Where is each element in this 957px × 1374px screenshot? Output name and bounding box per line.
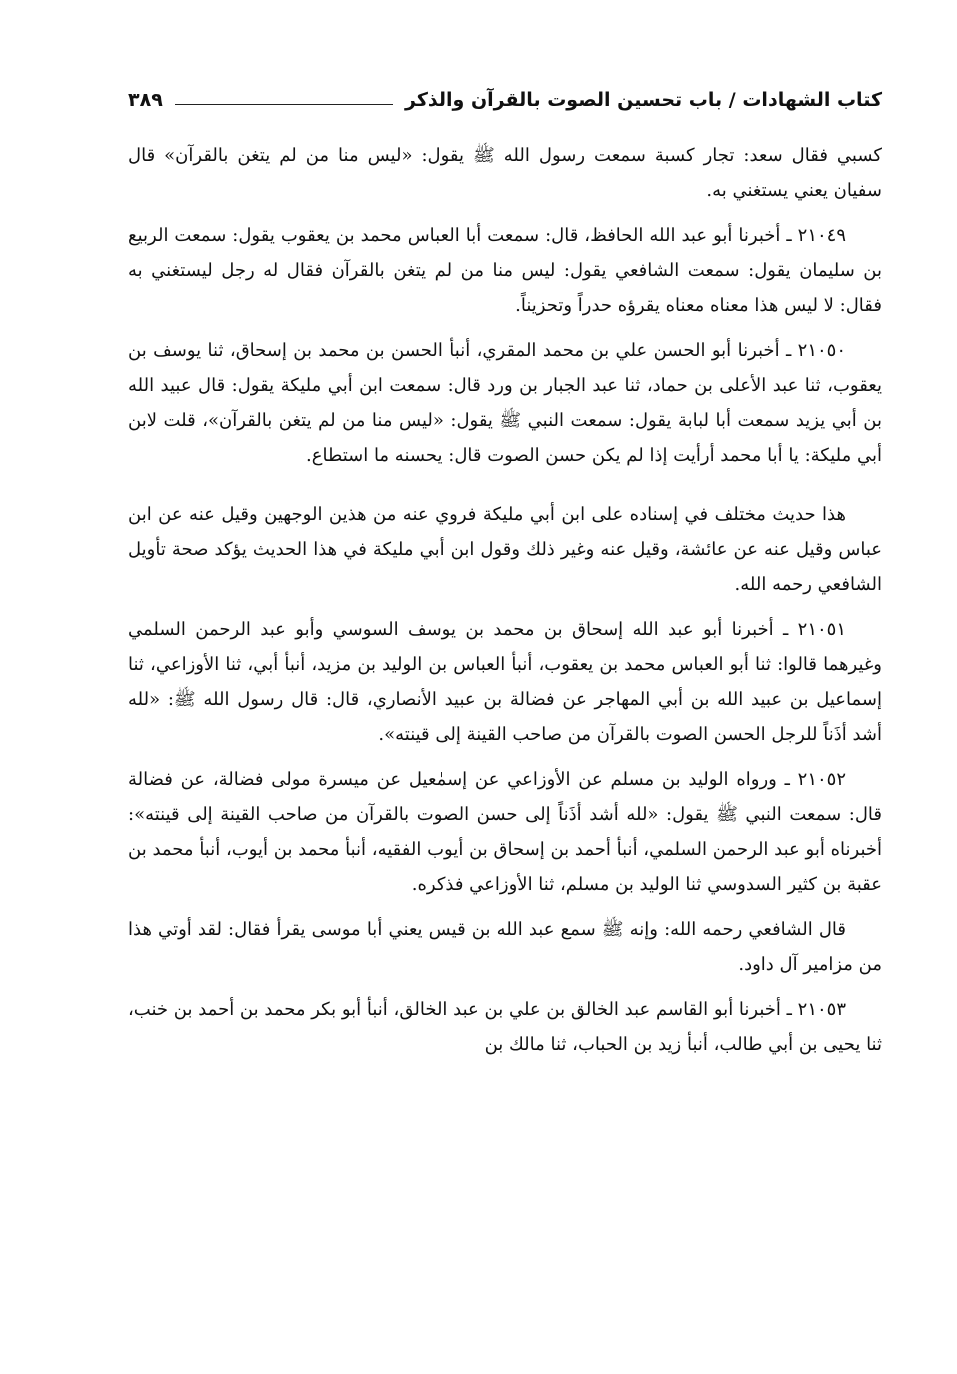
- hadith-21051: ٢١٠٥١ ـ أخبرنا أبو عبد الله إسحاق بن محمد بن يوسف السوسي وأبو عبد الرحمن السلمي وغيرهما قالوا: ثنا أبو العباس محمد بن يعقوب، أنبأ العباس بن الوليد بن مزيد، أنبأ أبي، ثنا الأوزاعي، ثنا إسماعيل بن عبيد الله بن أبي المهاجر عن فضالة بن عبيد الأنصاري، قال: قال رسول الله ﷺ: «لله أشد أذَناً للرجل الحسن الصوت بالقرآن من صاحب القينة إلى قينته».: [128, 619, 882, 745]
- hadith-21053: ٢١٠٥٣ ـ أخبرنا أبو القاسم عبد الخالق بن علي بن عبد الخالق، أنبأ أبو بكر محمد بن أحمد بن خنب، ثنا يحيى بن أبي طالب، أنبأ زيد بن الحباب، ثنا مالك بن: [128, 999, 882, 1055]
- commentary-paragraph: هذا حديث مختلف في إسناده على ابن أبي مليكة فروي عنه من هذين الوجهين وقيل عنه عن ابن عباس وقيل عنه عن عائشة، وقيل عنه وغير ذلك وقول ابن أبي مليكة في هذا الحديث يؤكد صحة تأويل الشافعي رحمه الله.: [128, 504, 882, 595]
- hadith-21050: ٢١٠٥٠ ـ أخبرنا أبو الحسن علي بن محمد المقري، أنبأ الحسن بن محمد بن إسحاق، ثنا يوسف بن يعقوب، ثنا عبد الأعلى بن حماد، ثنا عبد الجبار بن ورد قال: سمعت ابن أبي مليكة يقول: قال عبيد الله بن أبي يزيد سمعت أبا لبابة يقول: سمعت النبي ﷺ يقول: «ليس منا من لم يتغن بالقرآن»، قلت لابن أبي مليكة: يا أبا محمد أرأيت إذا لم يكن حسن الصوت قال: يحسنه ما استطاع.: [128, 340, 882, 466]
- header-rule: [175, 104, 393, 105]
- running-title: كتاب الشهادات / باب تحسين الصوت بالقرآن والذكر: [405, 89, 882, 111]
- hadith-21052: ٢١٠٥٢ ـ ورواه الوليد بن مسلم عن الأوزاعي عن إسمٰعيل عن ميسرة مولى فضالة، عن فضالة قال: سمعت النبي ﷺ يقول: «لله أشد أذَناً إلى حسن الصوت بالقرآن من صاحب القينة إلى قينته»: أخبرناه أبو عبد الرحمن السلمي، أنبأ أحمد بن إسحاق بن أيوب الفقيه، أنبأ محمد بن أيوب، أنبأ محمد بن عقبة بن كثير السدوسي ثنا الوليد بن مسلم، ثنا الأوزاعي فذكره.: [128, 769, 882, 895]
- shafii-comment: قال الشافعي رحمه الله: وإنه ﷺ سمع عبد الله بن قيس يعني أبا موسى يقرأ فقال: لقد أوتي هذا من مزامير آل داود.: [128, 919, 882, 975]
- page-body: [128, 138, 882, 1062]
- paragraph-continuation: كسبي فقال سعد: تجار كسبة سمعت رسول الله ﷺ يقول: «ليس منا من لم يتغن بالقرآن» قال سفيان يعني يستغني به.: [128, 145, 882, 201]
- page-header: [128, 80, 882, 120]
- hadith-21049: ٢١٠٤٩ ـ أخبرنا أبو عبد الله الحافظ، قال: سمعت أبا العباس محمد بن يعقوب يقول: سمعت الربيع بن سليمان يقول: سمعت الشافعي يقول: ليس منا من لم يتغن بالقرآن فقال له رجل ليستغني به فقال: لا ليس هذا معناه معناه يقرؤه حدراً وتحزيناً.: [128, 225, 882, 316]
- page-number: ٣٨٩: [128, 89, 163, 111]
